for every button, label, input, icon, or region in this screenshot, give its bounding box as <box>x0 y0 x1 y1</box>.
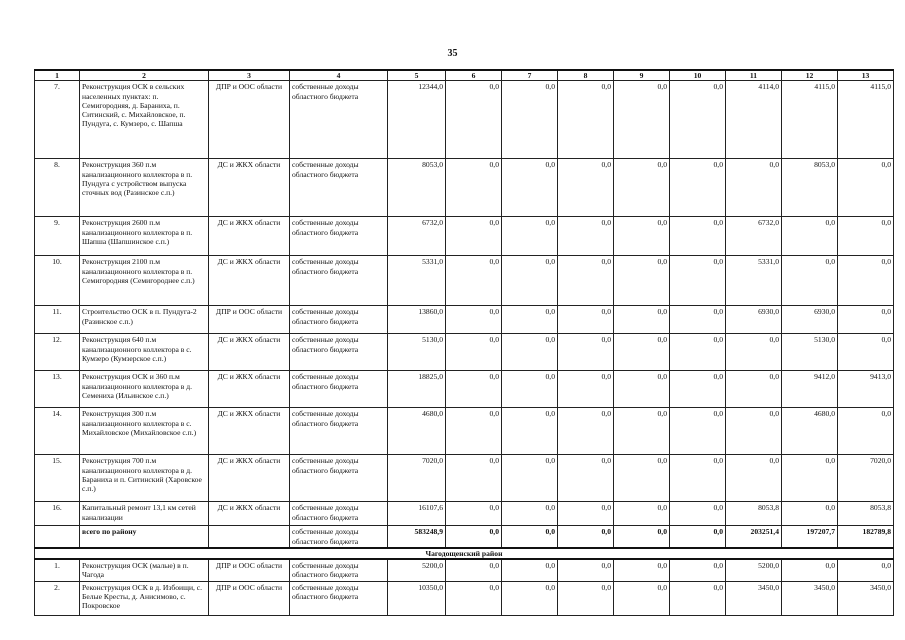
project-name: Капитальный ремонт 13,1 км сетей канализации <box>80 502 209 526</box>
value-10: 0,0 <box>670 256 726 306</box>
column-header-12: 12 <box>782 70 838 81</box>
project-name: Реконструкция 2100 п.м канализационного коллектора в п. Семигородняя (Семигороднее с.п.) <box>80 256 209 306</box>
value-9: 0,0 <box>614 256 670 306</box>
value-7: 0,0 <box>502 408 558 455</box>
value-5: 18825,0 <box>388 371 446 408</box>
value-9: 0,0 <box>614 334 670 371</box>
value-11: 0,0 <box>726 455 782 502</box>
value-7: 0,0 <box>502 306 558 334</box>
funding-source: собственные доходы областного бюджета <box>290 371 388 408</box>
value-10: 0,0 <box>670 502 726 526</box>
executor: ДПР и ООС области <box>209 581 290 615</box>
value-6: 0,0 <box>446 408 502 455</box>
value-13: 0,0 <box>838 559 894 581</box>
value-13: 3450,0 <box>838 581 894 615</box>
value-13: 4115,0 <box>838 81 894 159</box>
value-7: 0,0 <box>502 502 558 526</box>
value-10: 0,0 <box>670 559 726 581</box>
column-header-6: 6 <box>446 70 502 81</box>
row-number: 12. <box>35 334 80 371</box>
total-value-9: 0,0 <box>614 526 670 548</box>
value-5: 5331,0 <box>388 256 446 306</box>
executor <box>209 526 290 548</box>
value-11: 6732,0 <box>726 217 782 256</box>
column-header-10: 10 <box>670 70 726 81</box>
value-9: 0,0 <box>614 306 670 334</box>
funding-source: собственные доходы областного бюджета <box>290 581 388 615</box>
value-12: 0,0 <box>782 256 838 306</box>
total-value-5: 583248,9 <box>388 526 446 548</box>
column-header-7: 7 <box>502 70 558 81</box>
value-7: 0,0 <box>502 581 558 615</box>
value-13: 0,0 <box>838 306 894 334</box>
funding-source: собственные доходы областного бюджета <box>290 526 388 548</box>
row-number: 11. <box>35 306 80 334</box>
value-11: 5331,0 <box>726 256 782 306</box>
project-name: Реконструкция ОСК (малые) в п. Чагода <box>80 559 209 581</box>
executor: ДС и ЖКХ области <box>209 408 290 455</box>
value-11: 4114,0 <box>726 81 782 159</box>
executor: ДС и ЖКХ области <box>209 371 290 408</box>
table-row <box>35 502 894 526</box>
page-number: 35 <box>447 48 458 59</box>
value-10: 0,0 <box>670 455 726 502</box>
funding-source: собственные доходы областного бюджета <box>290 455 388 502</box>
value-11: 0,0 <box>726 408 782 455</box>
value-5: 8053,0 <box>388 159 446 217</box>
value-8: 0,0 <box>558 581 614 615</box>
value-6: 0,0 <box>446 502 502 526</box>
table-body <box>35 81 894 615</box>
value-8: 0,0 <box>558 81 614 159</box>
value-7: 0,0 <box>502 256 558 306</box>
funding-source: собственные доходы областного бюджета <box>290 256 388 306</box>
funding-source: собственные доходы областного бюджета <box>290 334 388 371</box>
value-6: 0,0 <box>446 455 502 502</box>
value-11: 5200,0 <box>726 559 782 581</box>
total-value-6: 0,0 <box>446 526 502 548</box>
value-12: 3450,0 <box>782 581 838 615</box>
value-13: 7020,0 <box>838 455 894 502</box>
project-name: Реконструкция ОСК в сельских населенных пунктах: п. Семигородняя, д. Бараниха, п. Ситинский, с. Михайловское, п. Пундуга, с. Кумзеро, с. Шапша <box>80 81 209 159</box>
value-11: 3450,0 <box>726 581 782 615</box>
executor: ДС и ЖКХ области <box>209 159 290 217</box>
budget-table <box>34 69 894 616</box>
value-11: 0,0 <box>726 159 782 217</box>
value-7: 0,0 <box>502 217 558 256</box>
value-11: 8053,8 <box>726 502 782 526</box>
project-name: Реконструкция 640 п.м канализационного коллектора в с. Кумзеро (Кумзерское с.п.) <box>80 334 209 371</box>
value-9: 0,0 <box>614 455 670 502</box>
value-10: 0,0 <box>670 217 726 256</box>
value-11: 0,0 <box>726 334 782 371</box>
table-row <box>35 581 894 615</box>
column-header-13: 13 <box>838 70 894 81</box>
value-13: 8053,8 <box>838 502 894 526</box>
value-5: 5130,0 <box>388 334 446 371</box>
executor: ДС и ЖКХ области <box>209 334 290 371</box>
value-10: 0,0 <box>670 581 726 615</box>
project-name: Реконструкция 300 п.м канализационного коллектора в с. Михайловское (Михайловское с.п.) <box>80 408 209 455</box>
project-name: Реконструкция 700 п.м канализационного коллектора в д. Бараниха и п. Ситинский (Харовское с.п.) <box>80 455 209 502</box>
column-header-9: 9 <box>614 70 670 81</box>
value-10: 0,0 <box>670 306 726 334</box>
column-header-11: 11 <box>726 70 782 81</box>
funding-source: собственные доходы областного бюджета <box>290 502 388 526</box>
table-row <box>35 81 894 159</box>
table-row <box>35 371 894 408</box>
table-row <box>35 217 894 256</box>
table-row <box>35 559 894 581</box>
row-number: 15. <box>35 455 80 502</box>
value-9: 0,0 <box>614 217 670 256</box>
value-6: 0,0 <box>446 371 502 408</box>
table-row <box>35 455 894 502</box>
value-12: 0,0 <box>782 559 838 581</box>
funding-source: собственные доходы областного бюджета <box>290 306 388 334</box>
value-7: 0,0 <box>502 455 558 502</box>
value-12: 5130,0 <box>782 334 838 371</box>
total-value-8: 0,0 <box>558 526 614 548</box>
value-8: 0,0 <box>558 334 614 371</box>
value-5: 6732,0 <box>388 217 446 256</box>
value-10: 0,0 <box>670 81 726 159</box>
value-12: 0,0 <box>782 217 838 256</box>
total-row <box>35 526 894 548</box>
executor: ДС и ЖКХ области <box>209 502 290 526</box>
value-8: 0,0 <box>558 159 614 217</box>
table-row <box>35 408 894 455</box>
column-header-8: 8 <box>558 70 614 81</box>
section-heading-row <box>35 548 894 559</box>
row-number: 14. <box>35 408 80 455</box>
value-6: 0,0 <box>446 306 502 334</box>
value-12: 0,0 <box>782 502 838 526</box>
value-8: 0,0 <box>558 306 614 334</box>
funding-source: собственные доходы областного бюджета <box>290 408 388 455</box>
value-12: 8053,0 <box>782 159 838 217</box>
total-value-7: 0,0 <box>502 526 558 548</box>
executor: ДС и ЖКХ области <box>209 256 290 306</box>
value-7: 0,0 <box>502 559 558 581</box>
column-header-1: 1 <box>35 70 80 81</box>
value-13: 0,0 <box>838 334 894 371</box>
total-value-11: 203251,4 <box>726 526 782 548</box>
value-10: 0,0 <box>670 408 726 455</box>
value-7: 0,0 <box>502 159 558 217</box>
project-name: Реконструкция 2600 п.м канализационного коллектора в п. Шапша (Шапшинское с.п.) <box>80 217 209 256</box>
value-12: 4680,0 <box>782 408 838 455</box>
value-8: 0,0 <box>558 559 614 581</box>
value-9: 0,0 <box>614 81 670 159</box>
value-12: 4115,0 <box>782 81 838 159</box>
row-number: 2. <box>35 581 80 615</box>
table-row <box>35 334 894 371</box>
value-13: 0,0 <box>838 159 894 217</box>
value-7: 0,0 <box>502 371 558 408</box>
value-5: 12344,0 <box>388 81 446 159</box>
executor: ДПР и ООС области <box>209 306 290 334</box>
value-12: 6930,0 <box>782 306 838 334</box>
value-5: 16107,6 <box>388 502 446 526</box>
table-header <box>35 70 894 81</box>
value-8: 0,0 <box>558 217 614 256</box>
total-value-10: 0,0 <box>670 526 726 548</box>
value-6: 0,0 <box>446 256 502 306</box>
value-6: 0,0 <box>446 334 502 371</box>
value-6: 0,0 <box>446 159 502 217</box>
value-10: 0,0 <box>670 334 726 371</box>
value-6: 0,0 <box>446 81 502 159</box>
value-6: 0,0 <box>446 217 502 256</box>
value-13: 0,0 <box>838 408 894 455</box>
table-row <box>35 256 894 306</box>
executor: ДПР и ООС области <box>209 81 290 159</box>
header-row <box>35 70 894 81</box>
value-8: 0,0 <box>558 502 614 526</box>
value-7: 0,0 <box>502 334 558 371</box>
column-header-4: 4 <box>290 70 388 81</box>
value-5: 7020,0 <box>388 455 446 502</box>
value-8: 0,0 <box>558 256 614 306</box>
value-6: 0,0 <box>446 581 502 615</box>
project-name: Реконструкция ОСК в д. Избоищи, с. Белые Кресты, д. Анисимово, с. Покровское <box>80 581 209 615</box>
value-8: 0,0 <box>558 408 614 455</box>
column-header-5: 5 <box>388 70 446 81</box>
value-8: 0,0 <box>558 371 614 408</box>
row-number: 7. <box>35 81 80 159</box>
value-9: 0,0 <box>614 159 670 217</box>
value-9: 0,0 <box>614 371 670 408</box>
row-number: 9. <box>35 217 80 256</box>
row-number <box>35 526 80 548</box>
executor: ДС и ЖКХ области <box>209 217 290 256</box>
row-number: 1. <box>35 559 80 581</box>
funding-source: собственные доходы областного бюджета <box>290 559 388 581</box>
project-name: Реконструкция ОСК и 360 п.м канализационного коллектора в д. Семениха (Ильинское с.п.) <box>80 371 209 408</box>
value-6: 0,0 <box>446 559 502 581</box>
row-number: 13. <box>35 371 80 408</box>
project-name: Строительство ОСК в п. Пундуга-2 (Разинское с.п.) <box>80 306 209 334</box>
value-8: 0,0 <box>558 455 614 502</box>
total-value-12: 197207,7 <box>782 526 838 548</box>
funding-source: собственные доходы областного бюджета <box>290 81 388 159</box>
table-row <box>35 306 894 334</box>
value-12: 0,0 <box>782 455 838 502</box>
section-title: Чагодощенский район <box>35 548 894 559</box>
total-label: всего по району <box>80 526 209 548</box>
executor: ДПР и ООС области <box>209 559 290 581</box>
value-13: 9413,0 <box>838 371 894 408</box>
value-5: 5200,0 <box>388 559 446 581</box>
row-number: 10. <box>35 256 80 306</box>
value-13: 0,0 <box>838 256 894 306</box>
table-row <box>35 159 894 217</box>
column-header-2: 2 <box>80 70 209 81</box>
value-11: 0,0 <box>726 371 782 408</box>
value-5: 13860,0 <box>388 306 446 334</box>
value-9: 0,0 <box>614 502 670 526</box>
value-11: 6930,0 <box>726 306 782 334</box>
row-number: 16. <box>35 502 80 526</box>
value-10: 0,0 <box>670 159 726 217</box>
funding-source: собственные доходы областного бюджета <box>290 159 388 217</box>
value-5: 10350,0 <box>388 581 446 615</box>
value-9: 0,0 <box>614 408 670 455</box>
value-9: 0,0 <box>614 559 670 581</box>
value-7: 0,0 <box>502 81 558 159</box>
executor: ДС и ЖКХ области <box>209 455 290 502</box>
value-9: 0,0 <box>614 581 670 615</box>
total-value-13: 182789,8 <box>838 526 894 548</box>
row-number: 8. <box>35 159 80 217</box>
value-10: 0,0 <box>670 371 726 408</box>
funding-source: собственные доходы областного бюджета <box>290 217 388 256</box>
column-header-3: 3 <box>209 70 290 81</box>
project-name: Реконструкция 360 п.м канализационного коллектора в п. Пундуга с устройством выпуска сточных вод (Разинское с.п.) <box>80 159 209 217</box>
value-13: 0,0 <box>838 217 894 256</box>
value-12: 9412,0 <box>782 371 838 408</box>
value-5: 4680,0 <box>388 408 446 455</box>
